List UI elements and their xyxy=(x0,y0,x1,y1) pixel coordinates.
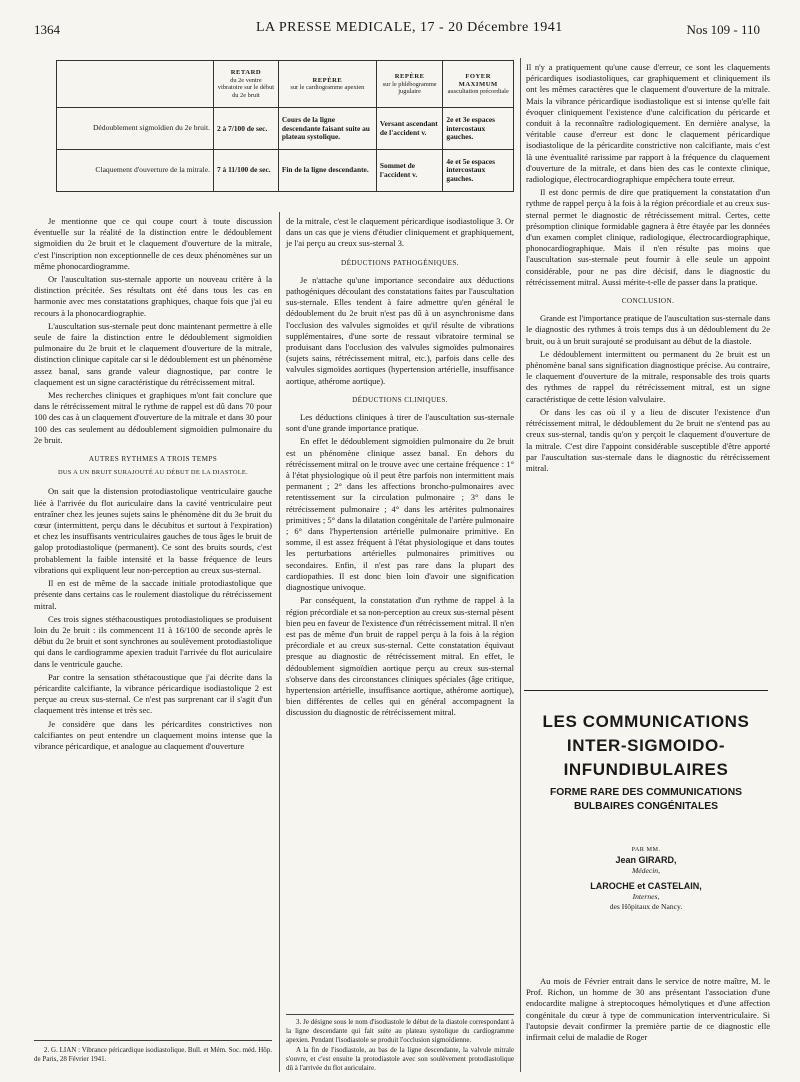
th-sub: auscultation précordiale xyxy=(447,88,509,96)
paragraph: Mes recherches cliniques et graphiques m'ont fait conclure que dans le rétrécissement mitral le rythme de rappel est dû dans 70 pour 100 des cas à un claquement d'ouverture de la mitrale et dans 30 pour 100 des cas seulement au dédoublement sigmoïdien pulmonaire du 2e bruit. xyxy=(34,390,272,445)
paragraph: Les déductions cliniques à tirer de l'auscultation sus-sternale sont d'une grande importance pratique. xyxy=(286,412,514,434)
th-sub: du 2e ventre vibratoire sur le début du 2e bruit xyxy=(217,76,275,99)
th-sub: sur le phlébogramme jugulaire xyxy=(382,80,437,95)
paragraph: Or l'auscultation sus-sternale apporte un nouveau critère à la distinction précitée. Ses résultats ont été dans tous les cas en harmonie avec mes constatations graphiques, chaque fois que j'ai eu recours à la phonocardiographie. xyxy=(34,274,272,318)
table-cell: 4e et 5e espaces intercostaux gauches. xyxy=(443,150,514,192)
table-row xyxy=(57,108,514,150)
table-cell: 7 à 11/100 de sec. xyxy=(214,150,279,192)
column-1 xyxy=(34,216,272,754)
paragraph: On sait que la distension protodiastolique ventriculaire gauche liée à l'arrivée du flot auriculaire dans la cavité ventriculaire peut entraîner chez les jeunes sujets sains le phénomène dit du 3e bruit du cœur (intermittent, perçu dans le décubitus et surtout à l'expiration) et chez les insuffisants ventriculaires gauches de tous âges le bruit de galop protodiastolique (permanent). Ce sont des bruits sourds, c'est probablement la faible intensité et la basse fréquence de leurs vibrations qui expliquent leur non-perception au creux sus-sternal. xyxy=(34,486,272,575)
paragraph: Or dans les cas où il y a lieu de discuter l'existence d'un rétrécissement mitral, le dédoublement du 2e bruit ne s'entend pas au creux sus-sternal, tandis qu'on y perçoit le claquement d'ouverture de la mitrale. C'est dire l'appoint considérable susceptible d'être apporté par l'auscultation sus-sternale dans le diagnostic du rétrécissement mitral. xyxy=(526,406,770,473)
author-name: Jean GIRARD, xyxy=(615,855,677,865)
footnote-1 xyxy=(34,1046,272,1065)
journal-title: LA PRESSE MEDICALE, 17 - 20 Décembre 1941 xyxy=(256,20,563,35)
section-heading: DÉDUCTIONS CLINIQUES. xyxy=(352,395,448,404)
th-title: REPÈRE xyxy=(394,73,425,81)
paragraph: Je n'attache qu'une importance secondaire aux déductions pathogéniques découlant des constatations faites par l'auscultation sus-sternale. Elles tendent à faire admettre qu'en général le dédoublement du 2e bruit n'est pas dû à un asynchronisme dans l'occlusion des valvules sigmoïdes et qu'il résulte de vibrations supplémentaires, d'une sorte de ressaut vibratoire terminal se produisant dans l'occlusion des valvules sigmoïdes pulmonaires (sujets sains, rétrécissement mitral, etc.), parfois dans celle des valvules sigmoïdes aortiques (hypertension artérielle, insuffisance aortique, athérome aortique). xyxy=(286,274,514,386)
article-authors xyxy=(522,846,770,912)
author-affiliation: des Hôpitaux de Nancy. xyxy=(609,902,683,911)
article-subtitle: BULBAIRES CONGÉNITALES xyxy=(574,801,718,812)
article-title: INFUNDIBULAIRES xyxy=(563,760,729,779)
byline-prefix: PAR MM. xyxy=(631,846,661,853)
column-divider xyxy=(520,58,521,1072)
section-heading: DÉDUCTIONS PATHOGÉNIQUES. xyxy=(341,258,459,267)
article-body xyxy=(526,976,770,1045)
paragraph: Il n'y a pratiquement qu'une cause d'erreur, ce sont les claquements péricardiques isodiastoliques, car graphiquement et cliniquement ils ont les mêmes caractères que le claquement d'ouverture de la mitrale. Mais la vibrance péricardique isodiastolique est si intense qu'elle fait évoquer cliniquement l'existence d'une calcification du péricarde et conduit à la reconnaître radiologiquement. En dernière analyse, la véritable cause d'erreur est donc le claquement péricardique isodiastolique de la péricardite constrictive non calcifiante, mais c'est là une éventualité rarissime par rapport à la fréquence du claquement d'ouverture de la mitrale, et dans bien des cas le contexte clinique, radiologique, électrocardiographique empêchera toute erreur. xyxy=(526,62,770,185)
table-cell: 2 à 7/100 de sec. xyxy=(214,108,279,150)
paragraph: Il est donc permis de dire que pratiquement la constatation d'un rythme de rappel perçu à la fois à la région précordiale et au creux sus-sternal permet le diagnostic de rétrécissement mitral. Certes, cette présomption clinique formidable gagnera à être étayée par les données d'un examen complet clinique, radiologique, électrocardiographique, phonocardiographique. Mais il n'en résulte pas moins que l'auscultation sus-sternale peut fournir à elle seule un appoint considérable, pour ne pas dire décisif, dans le diagnostic du rétrécissement mitral. Aussi mérite-t-elle de passer dans la pratique. xyxy=(526,187,770,287)
author-role: Médecin, xyxy=(631,866,661,875)
table-header-row xyxy=(57,61,514,108)
table-cell: Fin de la ligne descendante. xyxy=(278,150,376,192)
author-role: Internes, xyxy=(632,892,660,901)
paragraph: Le dédoublement intermittent ou permanent du 2e bruit est un phénomène banal sans signification diagnostique précise. Au contraire, le claquement d'ouverture de la mitrale, responsable des trois quarts des rythmes de rappel du rétrécissement mitral, est un signe caractéristique de cette lésion valvulaire. xyxy=(526,348,770,404)
th-title: REPÈRE xyxy=(312,76,343,84)
section-heading: CONCLUSION. xyxy=(621,297,675,306)
table-header-cell xyxy=(443,61,514,108)
paragraph: Il en est de même de la saccade initiale protodiastolique que présente dans certains cas le roulement diastolique du rétrécissement mitral. xyxy=(34,578,272,611)
article-divider xyxy=(524,690,768,691)
article-title: LES COMMUNICATIONS xyxy=(542,712,750,731)
paragraph: Je mentionne que ce qui coupe court à toute discussion éventuelle sur la réalité de la distinction entre le dédoublement sigmoïdien du 2e bruit et le claquement d'ouverture de la mitrale, c'est l'inscription non exceptionnelle de ces deux phénomènes sur un même phonocardiogramme. xyxy=(34,216,272,271)
article-title: INTER-SIGMOIDO- xyxy=(566,736,726,755)
article-subtitle: FORME RARE DES COMMUNICATIONS xyxy=(549,787,742,798)
paragraph: Par contre la sensation sthétacoustique que j'ai décrite dans la péricardite calcifiante, la vibrance péricardique isodiastolique 2 est perçue au creux sus-sternal. Ce n'est pas surprenant car il s'agit d'un claquement très intense et très sec. xyxy=(34,671,272,716)
footnote: 2. G. LIAN : Vibrance péricardique isodiastolique. Bull. et Mém. Soc. méd. Hôp. de Paris, 28 Février 1941. xyxy=(34,1046,272,1063)
footnote-rule xyxy=(286,1014,514,1015)
footnote: 3. Je désigne sous le nom d'isodiastole le début de la diastole correspondant à la ligne descendante qui fait suite au plateau systolique du cardiogramme apexien. Pendant l'isodiastole se produit l'occlusion sigmoïdienne. xyxy=(286,1018,514,1044)
section-subheading: DUS A UN BRUIT SURAJOUTÉ AU DÉBUT DE LA DIASTOLE. xyxy=(57,469,249,477)
page-number: 1364 xyxy=(34,22,60,37)
table-row xyxy=(57,150,514,192)
paragraph: Au mois de Février entrait dans le service de notre maître, M. le Prof. Richon, un homme de 30 ans présentant l'association d'une endocardite maligne à streptocoques hémolytiques et d'une affection congénitale du cœur à type de communication interventriculaire. Si l'autopsie devait confirmer la première partie de ce diagnostic elle infirmait celui de maladie de Roger xyxy=(526,976,770,1043)
paragraph: Par conséquent, la constatation d'un rythme de rappel à la région précordiale et sa non-perception au creux sus-sternal pèsent bien peu en faveur de l'existence d'un rétrécissement mitral. Il n'en est pas de même d'un bruit de rappel perçu à la fois à la région précordiale et au creux sus-sternal. Cette constatation équivaut presque au diagnostic de rétrécissement mitral. En effet, le dédoublement sigmoïdien aortique perçu au creux sus-sternal s'observe dans des circonstances cliniques spéciales (âge critique, hypertension artérielle, insuffisance aortique, athérome aortique), bien différentes de celles qui en général accompagnent la discussion du diagnostic de rétrécissement mitral. xyxy=(286,595,514,718)
comparison-table xyxy=(56,60,514,192)
th-title: RETARD xyxy=(230,69,262,77)
article-title-block xyxy=(522,710,770,814)
paragraph: Ces trois signes stéthacoustiques protodiastoliques se produisent loin du 2e bruit : ils commencent 11 à 16/100 de seconde après le début du 2e bruit et sont synchrones au soulèvement protodiastolique qui dans le cardiogramme apexien traduit l'arrivée du flot auriculaire dans le ventricule gauche. xyxy=(34,613,272,669)
paragraph: Je considère que dans les péricardites constrictives non calcifiantes on peut entendre un claquement moins intense que la vibrance péricardique, et analogue au claquement d'ouverture xyxy=(34,718,272,751)
table-cell: Versant ascendant de l'accident v. xyxy=(376,108,442,150)
table-cell: 2e et 3e espaces intercostaux gauches. xyxy=(443,108,514,150)
footnote-rule xyxy=(34,1040,272,1041)
footnote: A la fin de l'isodiastole, au bas de la ligne descendante, la valvule mitrale s'ouvre, et c'est ensuite la protodiastole avec son soulèvement protodiastolique dû à l'arrivée du flot auriculaire. xyxy=(286,1046,514,1072)
footnote-3 xyxy=(286,1018,514,1074)
table-header-cell xyxy=(214,61,279,108)
th-sub: sur le cardiogramme apexien xyxy=(290,84,365,92)
th-title: FOYER MAXIMUM xyxy=(458,72,498,88)
table-cell: Cours de la ligne descendante faisant suite au plateau systolique. xyxy=(278,108,376,150)
paragraph: de la mitrale, c'est le claquement péricardique isodiastolique 3. Or dans un cas que je viens d'étudier cliniquement et graphiquement, je l'ai perçu au creux sus-sternal 3. xyxy=(286,216,514,249)
column-3 xyxy=(526,62,770,476)
issue-number: Nos 109 - 110 xyxy=(686,22,760,37)
row-label: Claquement d'ouverture de la mitrale. xyxy=(57,150,214,192)
paragraph: Grande est l'importance pratique de l'auscultation sus-sternale dans le diagnostic des rythmes à trois temps dus à un dédoublement du 2e bruit, ou à un bruit surajouté se produisant au début de la diastole. xyxy=(526,313,770,346)
paragraph: En effet le dédoublement sigmoïdien pulmonaire du 2e bruit est un phénomène clinique assez banal. En dehors du rétrécissement mitral on le trouve avec une certaine fréquence : 1° à l'état physiologique où il peut être parfois non intermittent mais permanent ; 2° dans les affections broncho-pulmonaires avec retentissement sur la circulation pulmonaire ; 3° dans le rétrécissement pulmonaire ; 4° dans les artérites pulmonaires primitives ; 5° dans la dilatation congénitale de l'artère pulmonaire ; 6° dans l'hypertension artérielle pulmonaire primitive. En somme, il est assez fréquent à l'état physiologique et dans toutes les perturbations artérielles pulmonaires primitives ou secondaires. Enfin, il n'est pas rare dans la plupart des cardiopathies. Il est donc bien loin d'avoir une signification diagnostique univoque. xyxy=(286,436,514,593)
page-header xyxy=(34,20,760,42)
column-divider xyxy=(279,212,280,1072)
table-header-cell xyxy=(278,61,376,108)
table-header-cell xyxy=(57,61,214,108)
table-header-cell xyxy=(376,61,442,108)
paragraph: L'auscultation sus-sternale peut donc maintenant permettre à elle seule de faire la distinction entre le dédoublement sigmoïdien pulmonaire du 2e bruit et le claquement d'ouverture de la mitrale, distinction clinique capitale car si le dédoublement est un phénomène assez banal, sans grande valeur diagnostique, par contre le claquement est un signe caractéristique du rétrécissement mitral. xyxy=(34,320,272,387)
row-label: Dédoublement sigmoïdien du 2e bruit. xyxy=(57,108,214,150)
column-2 xyxy=(286,216,514,721)
author-name: LAROCHE et CASTELAIN, xyxy=(590,881,702,891)
section-heading: AUTRES RYTHMES A TROIS TEMPS xyxy=(88,455,218,464)
table-cell: Sommet de l'accident v. xyxy=(376,150,442,192)
